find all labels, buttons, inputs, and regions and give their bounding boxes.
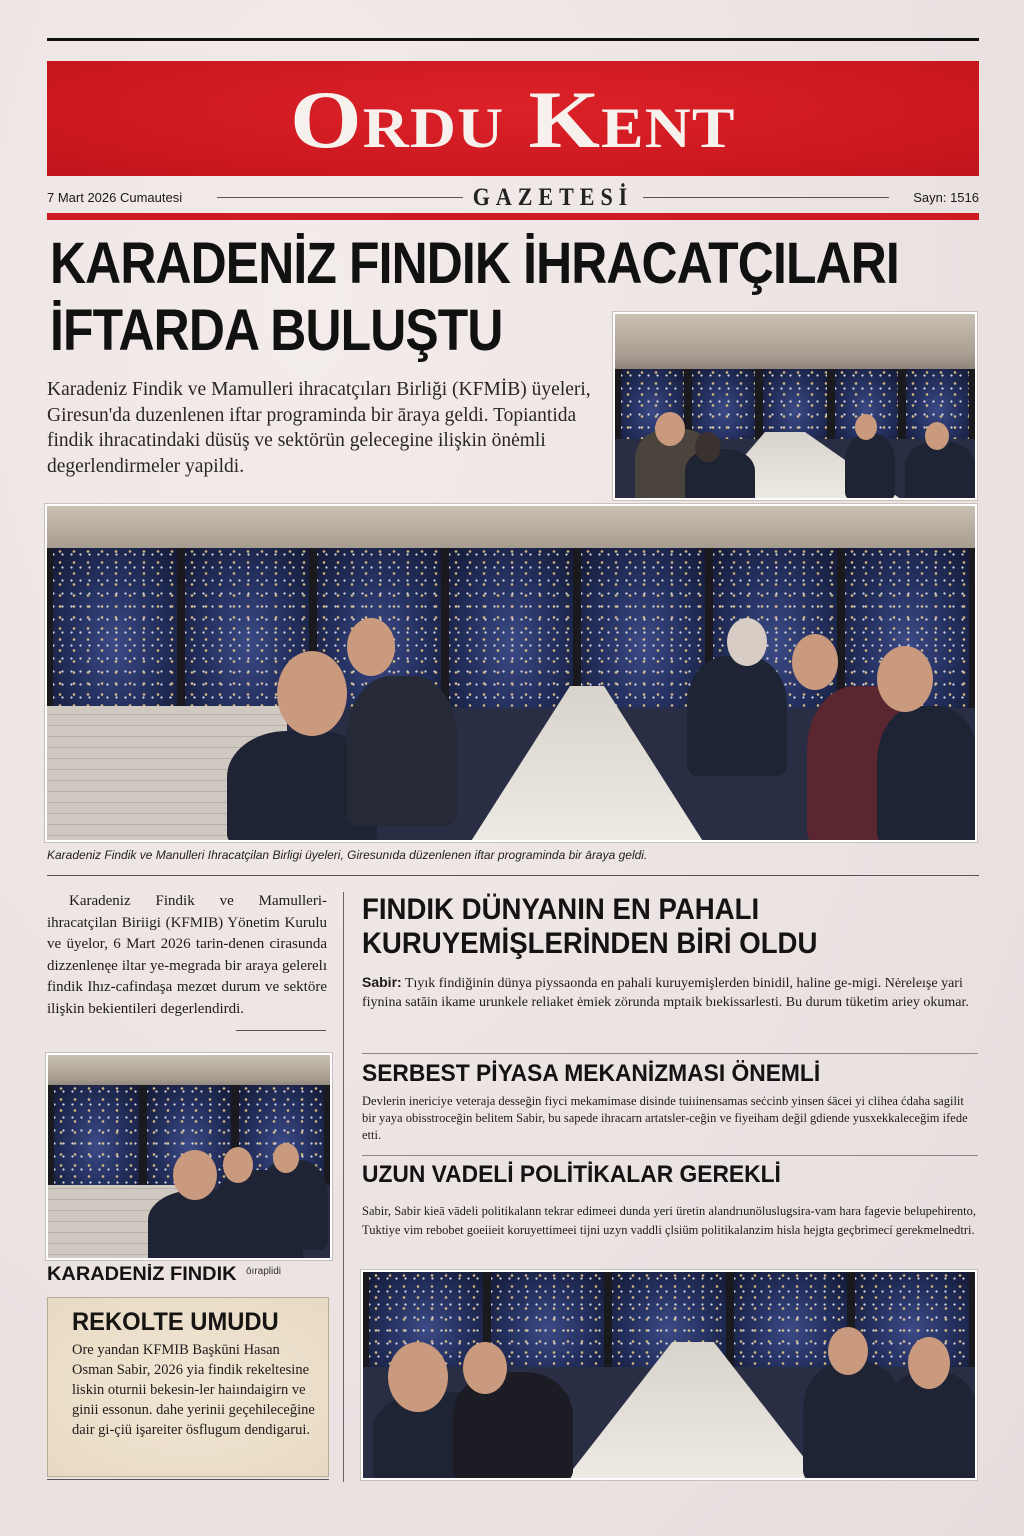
section3-body: Sabir, Sabir kieā vādeli politikalann tekrar edimeei dunda yeri üretin alandrıunöluslugsira-vam hara fagevie belupehirento, Tuktiye vim rebobet goeiieit koruyettimeei tijni uzyn vaddli çlsiüm politikalanzim hisla hejgta geçbrimecí gerekmelnedtri. [362, 1204, 976, 1237]
photo-scene [48, 1055, 330, 1258]
small-photo-caption-sub: ōıraplidi [246, 1266, 282, 1277]
section1-body [362, 973, 976, 1012]
sidebox-title: REKOLTE UMUDU [72, 1308, 279, 1336]
dateline [47, 184, 979, 210]
section2-headline: SERBEST PİYASA MEKANİZMASI ÖNEMLİ [362, 1060, 821, 1087]
section-rule [362, 1155, 978, 1156]
newspaper-title: Ordu Kent [290, 73, 736, 165]
column-divider [343, 892, 344, 1482]
sidebox-bottom-rule [47, 1479, 329, 1480]
photo-bottom [361, 1270, 977, 1480]
section1-headline-line2: KURUYEMİŞLERİNDEN BİRİ OLDU [362, 927, 818, 960]
caption-rule [47, 875, 979, 876]
masthead [47, 61, 979, 176]
section-rule [362, 1053, 978, 1054]
newspaper-subtitle: GAZETESİ [472, 182, 634, 211]
section1-text: Tıyık findiğinin dünya piyssaonda en pahali kuruyemişlerden binidil, haline ge-migi. Nėreleışe yari fiynina satāin ikame urunkele reliaket ėmiek zörunda mptaik bıekissarlesti. Bu durum tüketim ariey okumar. [362, 976, 969, 1010]
dateline-rule [217, 197, 463, 198]
issue-number: Sayn: 1516 [913, 189, 979, 205]
top-rule [47, 38, 979, 41]
photo-main [45, 504, 977, 842]
section1-headline-line1: FINDIK DÜNYANIN EN PAHALI [362, 893, 760, 926]
section1-speaker: Sabir: [362, 974, 402, 990]
section3-headline: UZUN VADELİ POLİTİKALAR GEREKLİ [362, 1161, 781, 1188]
sidebox-rekolte [47, 1297, 329, 1477]
lead-headline-line1: KARADENİZ FINDIK İHRACATÇILARI [50, 231, 899, 296]
left-column-body: Karadeniz Findik ve Mamulleri-ihracatçilan Biriigi (KFMIB) Yönetim Kurulu ve üyelor, 6 Mart 2026 tarin-denen cirasunda dizzenlenęe iltar ye-megrada bir araya gelerelı findik Ihız-cafindaşa mezœt durum ve sektöre ilişkin bekientileri degerlendirdi. [47, 893, 327, 1017]
left-body-rule [236, 1030, 326, 1031]
photo-small-left [46, 1053, 332, 1260]
main-photo-caption: Karadeniz Findik ve Manulleri Ihracatçilan Birligi üyeleri, Giresunıda düzenlenen iftar programinda bir āraya geldi. [47, 848, 648, 862]
issue-date: 7 Mart 2026 Cumautesi [47, 189, 183, 205]
lead-headline-line2: İFTARDA BULUŞTU [50, 298, 503, 363]
dateline-rule [643, 197, 889, 198]
photo-scene [615, 314, 975, 498]
photo-scene [363, 1272, 975, 1478]
lead-paragraph: Karadeniz Findik ve Mamulleri ihracatçıları Birliği (KFMİB) üyeleri, Giresun'da duzenlenen iftar programinda bir āraya geldi. Topiantida findik ihracatindaki düsüş ve sektörün gelecegine ilişkin önėmli degerlendirmeler yapildi. [47, 379, 591, 477]
small-photo-caption-head: KARADENİZ FINDIK [47, 1264, 237, 1285]
photo-scene [47, 506, 975, 840]
masthead-underline [47, 213, 979, 220]
sidebox-body: Ore yandan KFMIB Başkūni Hasan Osman Sabir, 2026 yia findik rekeltesine liskin oturnii bekesin-ler haiındaigirn ve ginii essonun. dahe yerinii geçehileceğine dair gi-çiü işareiter ösflugum dendigarui. [72, 1342, 315, 1438]
section2-body: Devlerin inericiye veteraja desseğin fiyci mekamimase disinde tuiıinensamas seċcinb yinsen śäcei yi clihea ćdaha sagilit bir yaya obisstroceğin belitem Sabir, bu sapede ihracarn artatsler-ceğin ve fiyeiham değil gdiende yusxekkaleceğim ifede etti. [362, 1094, 968, 1142]
photo-top-right [613, 312, 977, 500]
